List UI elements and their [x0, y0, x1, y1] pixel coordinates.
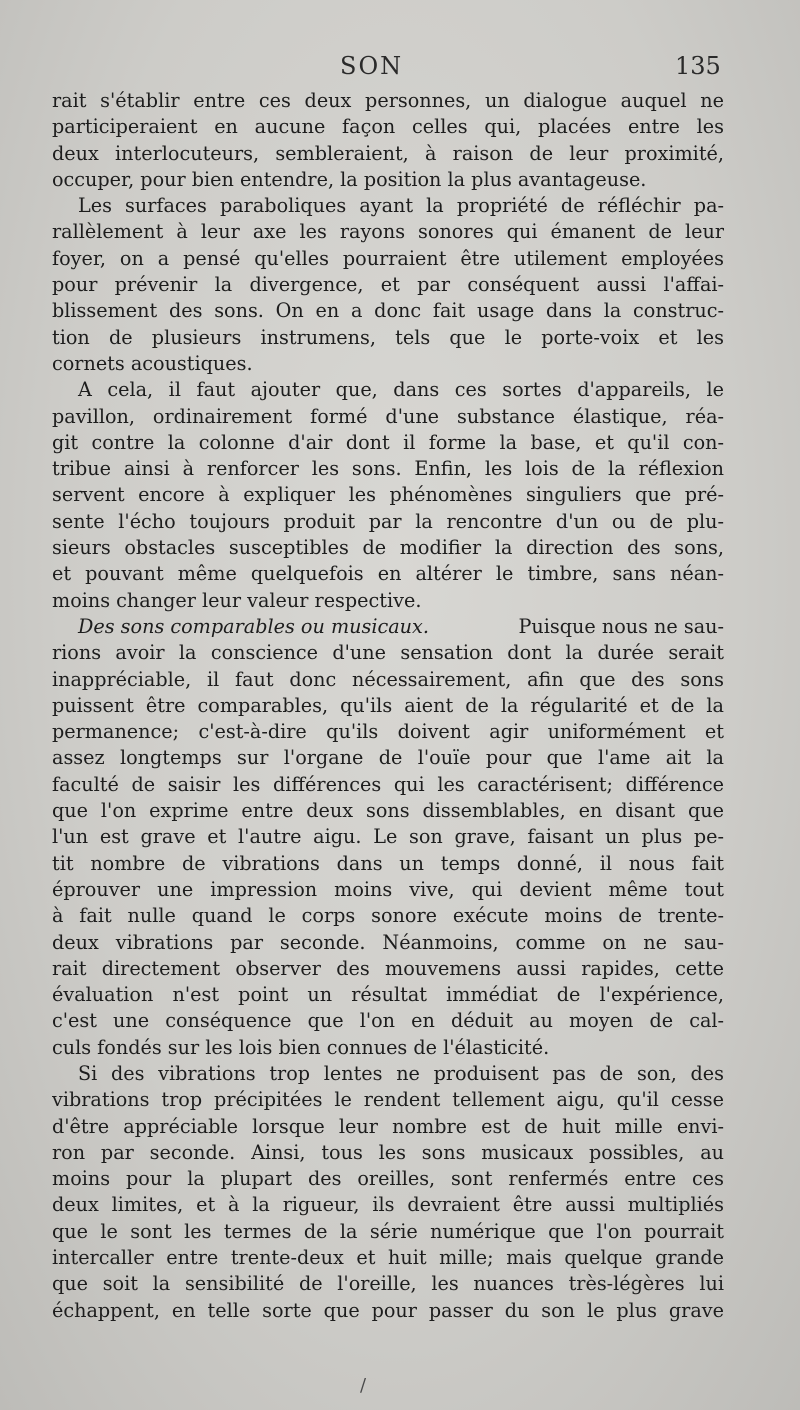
section-heading-line: [52, 614, 724, 640]
text-line: rait s'établir entre ces deux personnes, un dialogue auquel ne: [52, 89, 724, 112]
text-line: d'être appréciable lorsque leur nombre est de huit mille envi-: [52, 1114, 724, 1138]
text-line: A cela, il faut ajouter que, dans ces sortes d'appareils, le: [78, 378, 724, 402]
text-line: participeraient en aucune façon celles qui, placées entre les: [52, 115, 724, 139]
text-line: occuper, pour bien entendre, la position la plus avantageuse.: [52, 167, 647, 191]
text-line: foyer, on a pensé qu'elles pourraient être utilement employées: [52, 246, 724, 270]
text-line: deux limites, et à la rigueur, ils devraient être aussi multipliés: [52, 1193, 724, 1217]
text-line: échappent, en telle sorte que pour passer du son le plus grave: [52, 1298, 724, 1322]
text-line: rions avoir la conscience d'une sensation dont la durée serait: [52, 641, 724, 665]
text-line: éprouver une impression moins vive, qui devient même tout: [52, 877, 724, 901]
text-line: rait directement observer des mouvemens aussi rapides, cette: [52, 956, 724, 980]
text-line: et pouvant même quelquefois en altérer le timbre, sans néan-: [52, 562, 724, 586]
text-line: Puisque nous ne sau-: [518, 614, 724, 638]
text-line: sente l'écho toujours produit par la rencontre d'un ou de plu-: [52, 509, 724, 533]
text-line: deux vibrations par seconde. Néanmoins, comme on ne sau-: [52, 930, 724, 954]
text-line: puissent être comparables, qu'ils aient de la régularité et de la: [52, 693, 724, 717]
text-line: tion de plusieurs instrumens, tels que le porte-voix et les: [52, 325, 724, 349]
text-line: pavillon, ordinairement formé d'une substance élastique, réa-: [52, 404, 724, 428]
text-line: intercaller entre trente-deux et huit mille; mais quelque grande: [52, 1246, 724, 1270]
text-line: évaluation n'est point un résultat immédiat de l'expérience,: [52, 983, 724, 1007]
text-line: blissement des sons. On en a donc fait usage dans la construc-: [52, 299, 724, 323]
text-line: que l'on exprime entre deux sons dissemblables, en disant que: [52, 799, 724, 823]
text-line: culs fondés sur les lois bien connues de l'élasticité.: [52, 1035, 550, 1059]
text-line: permanence; c'est-à-dire qu'ils doivent agir uniformément et: [52, 720, 724, 744]
text-line: tit nombre de vibrations dans un temps donné, il nous fait: [52, 851, 724, 875]
body-text: [52, 88, 724, 1324]
text-line: à fait nulle quand le corps sonore exécute moins de trente-: [52, 904, 724, 928]
text-line: assez longtemps sur l'organe de l'ouïe pour que l'ame ait la: [52, 746, 724, 770]
text-line: l'un est grave et l'autre aigu. Le son grave, faisant un plus pe-: [52, 825, 724, 849]
text-line: que le sont les termes de la série numérique que l'on pourrait: [52, 1219, 724, 1243]
text-line: servent encore à expliquer les phénomènes singuliers que pré-: [52, 483, 724, 507]
running-head: [0, 52, 800, 86]
print-mark: /: [360, 1375, 367, 1396]
text-line: que soit la sensibilité de l'oreille, les nuances très-légères lui: [52, 1272, 724, 1296]
text-line: moins changer leur valeur respective.: [52, 588, 422, 612]
text-line: deux interlocuteurs, sembleraient, à raison de leur proximité,: [52, 141, 724, 165]
running-title: SON: [340, 52, 404, 80]
text-line: vibrations trop précipitées le rendent tellement aigu, qu'il cesse: [52, 1088, 724, 1112]
text-line: cornets acoustiques.: [52, 351, 253, 375]
text-line: ron par seconde. Ainsi, tous les sons musicaux possibles, au: [52, 1140, 724, 1164]
text-line: Si des vibrations trop lentes ne produisent pas de son, des: [78, 1061, 724, 1085]
text-line: sieurs obstacles susceptibles de modifier la direction des sons,: [52, 536, 724, 560]
section-heading: Des sons comparables ou musicaux.: [78, 614, 429, 638]
page-number: 135: [675, 52, 721, 80]
text-line: git contre la colonne d'air dont il forme la base, et qu'il con-: [52, 430, 724, 454]
text-line: faculté de saisir les différences qui les caractérisent; différence: [52, 772, 724, 796]
text-line: moins pour la plupart des oreilles, sont renfermés entre ces: [52, 1167, 724, 1191]
text-line: pour prévenir la divergence, et par conséquent aussi l'affai-: [52, 273, 724, 297]
text-line: c'est une conséquence que l'on en déduit au moyen de cal-: [52, 1009, 724, 1033]
text-line: tribue ainsi à renforcer les sons. Enfin, les lois de la réflexion: [52, 457, 724, 481]
text-line: inappréciable, il faut donc nécessairement, afin que des sons: [52, 667, 724, 691]
text-line: rallèlement à leur axe les rayons sonores qui émanent de leur: [52, 220, 724, 244]
text-line: Les surfaces paraboliques ayant la propriété de réfléchir pa-: [78, 194, 724, 218]
